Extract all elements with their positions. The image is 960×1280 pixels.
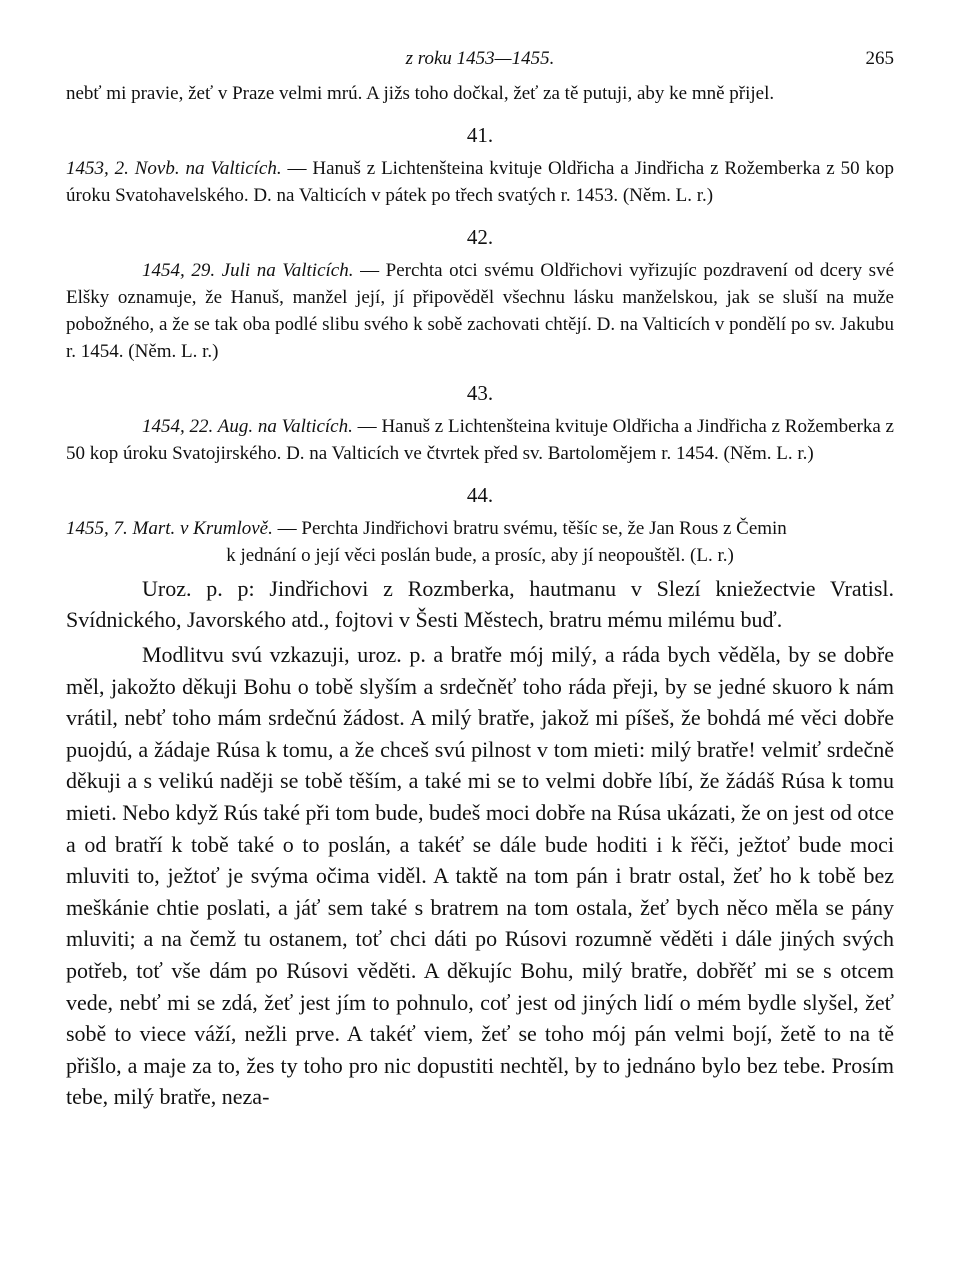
entry-42-regest bbox=[66, 257, 894, 365]
entry-number-41: 41. bbox=[466, 123, 494, 147]
entry-43-date: 1454, 22. Aug. na Valticích. bbox=[142, 416, 353, 437]
entry-43-text: — Hanuš z Lichtenšteina kvituje Oldřicha a Jindřicha z Rožemberka z 50 kop úroku Svatojirského. D. na Valticích ve čtvrtek před sv. Bartolomějem r. 1454. (Něm. L. r.) bbox=[66, 416, 894, 464]
entry-number-44: 44. bbox=[466, 483, 494, 507]
entry-44-regest bbox=[66, 515, 894, 542]
entry-41-regest bbox=[66, 155, 894, 209]
continuation-paragraph: nebť mi pravie, žeť v Praze velmi mrú. A jižs toho dočkal, žeť za tě putuji, aby ke mně přijel. bbox=[66, 83, 775, 104]
page-number: 265 bbox=[865, 48, 894, 69]
letter-address: Uroz. p. p: Jindřichovi z Rozmberka, hautmanu v Slezí kniežectvie Vratisl. Svídnického, Javorského atd., fojtovi v Šesti Městech, bratru mému milému buď. bbox=[66, 576, 894, 632]
entry-44-date: 1455, 7. Mart. v Krumlově. bbox=[66, 518, 273, 539]
running-head bbox=[66, 40, 894, 80]
entry-44-regest-line2: k jednání o její věci poslán bude, a prosíc, aby jí neopouštěl. (L. r.) bbox=[226, 545, 734, 566]
entry-number-42: 42. bbox=[466, 225, 494, 249]
entry-44-text: — Perchta Jindřichovi bratru svému, těšíc se, že Jan Rous z Čemin bbox=[272, 518, 787, 539]
entry-number-43: 43. bbox=[466, 381, 494, 405]
entry-41-text: — Hanuš z Lichtenšteina kvituje Oldřicha a Jindřicha z Rožemberka z 50 kop úroku Svatohavelského. D. na Valticích v pátek po třech svatých r. 1453. (Něm. L. r.) bbox=[66, 158, 894, 206]
running-title: z roku 1453—1455. bbox=[405, 48, 555, 69]
entry-42-text: — Perchta otci svému Oldřichovi vyřizujíc pozdravení od dcery své Elšky oznamuje, že Hanuš, manžel její, jí připověděl všechnu lásku manželskou, jak se sluší na muže pobožného, a že se tak oba podlé slibu svého k sobě zachovati chtějí. D. na Valticích v pondělí po sv. Jakubu r. 1454. (Něm. L. r.) bbox=[66, 260, 895, 362]
entry-42-date: 1454, 29. Juli na Valticích. bbox=[142, 260, 354, 281]
letter-body: Modlitvu svú vzkazuji, uroz. p. a bratře mój milý, a ráda bych věděla, by se dobře měl, jakožto děkuji Bohu o tobě slyším a srdečněť toho ráda přeji, by se jedné skuoro k nám vrátil, nebť toho mám srdečnú žádost. A milý bratře, jakož mi píšeš, že bohdá mé věci dobře puojdú, a žádaje Rúsa k tomu, a že chceš svú pilnost v tom mieti: milý bratře! velmiť srdečně děkuji a s velikú naději se tobě těším, a také mi se to velmi dobře líbí, že žádáš Rúsa k tomu mieti. Nebo když Rús také při tom bude, budeš moci dobře na Rúsa ukázati, že on jest od otce a od bratří k tobě také o to poslán, a takéť se dále bude hoditi i k řěči, ježtoť bude moci mluviti to, ježtoť je svýma očima viděl. A taktě na tom pán i bratr ostal, žeť ho k tobě bez meškánie chtie poslati, a jáť sem také s bratrem na tom ostala, žeť bych něco měla se pány mluviti; a na čemž tu ostanem, toť chci dáti po Rúsovi rozumně věděti i dále jiných svých potřeb, toť vše dám po Rúsovi věděti. A děkujíc Bohu, milý bratře, dobřěť mi se s otcem vede, nebť mi se zdá, žeť jest jím to pohnulo, coť jest od jiných lidí o mém bydle slyšel, žeť sobě to viece váží, nežli prve. A takéť viem, žeť se toho mój pán velmi bojí, žetě to na tě přišlo, a maje za to, žes ty toho pro nic dopustiti nechtěl, by to jednáno bylo bez tebe. Prosím tebe, milý bratře, neza- bbox=[66, 642, 894, 1110]
entry-41-date: 1453, 2. Novb. na Valticích. bbox=[66, 158, 282, 179]
entry-43-regest bbox=[66, 413, 894, 467]
